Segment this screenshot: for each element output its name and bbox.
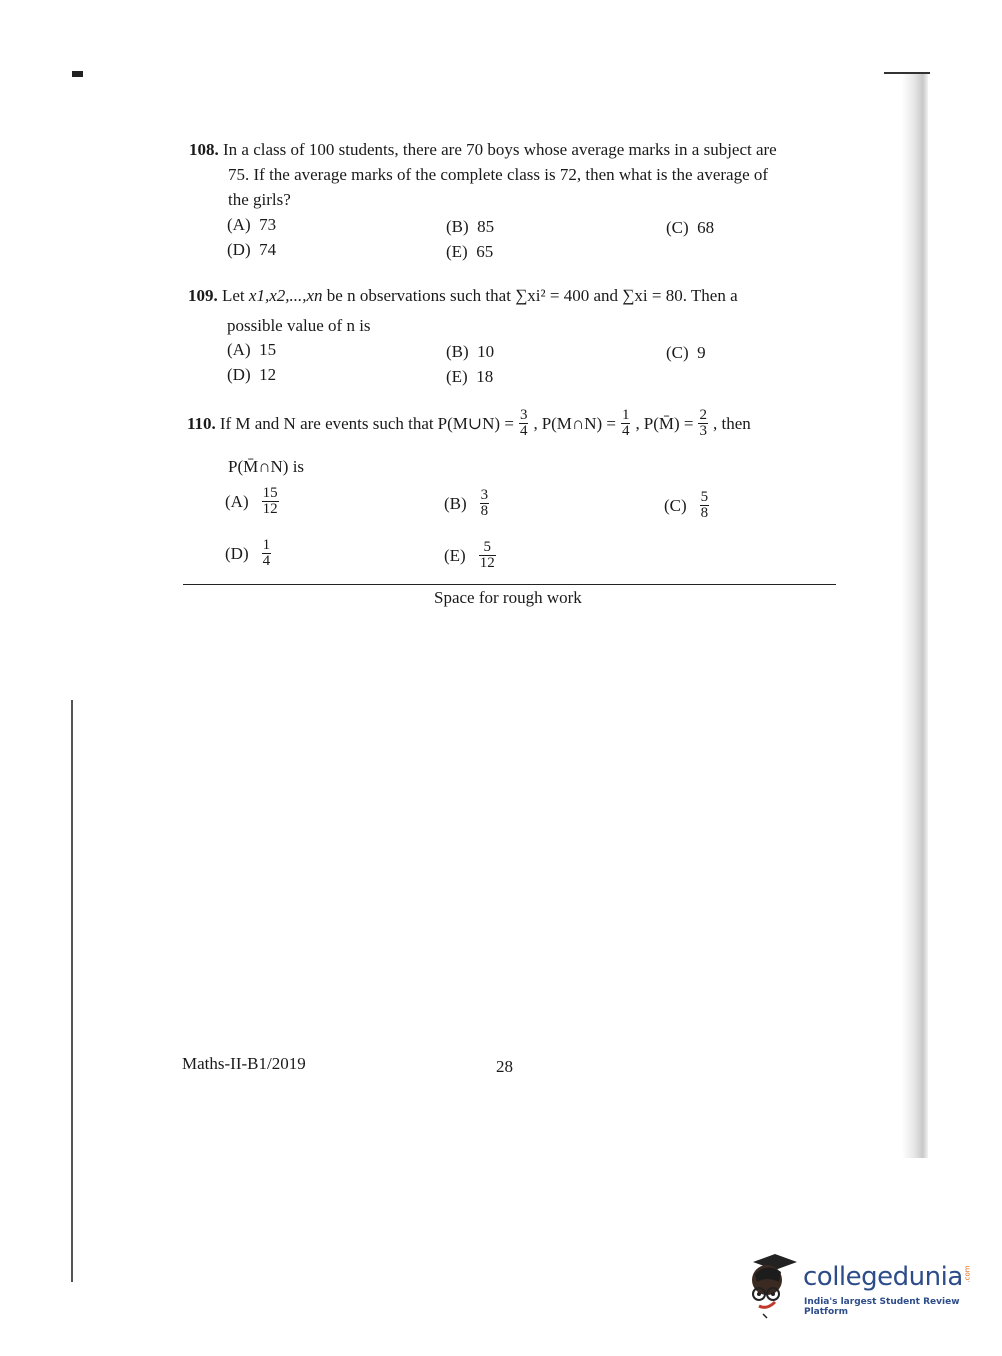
q109-sum-squares: ∑xi² = 400 <box>515 286 590 305</box>
fraction-denominator: 3 <box>699 423 707 439</box>
q109-option-b[interactable] <box>446 342 494 362</box>
q108-option-a[interactable] <box>227 215 276 235</box>
rough-work-label: Space for rough work <box>434 588 582 607</box>
option-value: 18 <box>476 367 494 386</box>
q109-sequence: x1,x2,...,xn <box>248 286 323 305</box>
q110-fraction-2 <box>621 408 631 439</box>
q110-p-union: P(M∪N) = <box>437 413 514 433</box>
collegedunia-logo <box>745 1252 970 1322</box>
option-fraction <box>479 540 496 571</box>
option-label: (C) <box>664 495 687 515</box>
logo-name: collegedunia <box>803 1262 963 1292</box>
q110-number: 110. <box>187 413 216 433</box>
q109-then: Then a <box>690 286 738 305</box>
option-label: (B) <box>446 342 469 361</box>
fraction-numerator: 1 <box>262 537 271 553</box>
option-label: (E) <box>446 242 468 261</box>
fraction-numerator: 3 <box>519 407 528 423</box>
option-value: 10 <box>477 342 495 361</box>
option-fraction <box>480 488 490 519</box>
fraction-denominator: 8 <box>700 505 709 521</box>
fraction-denominator: 4 <box>262 553 271 569</box>
page-number: 28 <box>496 1057 513 1076</box>
q110-fraction-1 <box>519 408 529 439</box>
option-value: 9 <box>697 343 706 362</box>
fraction-denominator: 12 <box>262 501 278 517</box>
option-fraction <box>700 490 710 521</box>
page-edge-shadow <box>902 74 928 1158</box>
q108-number: 108. <box>189 140 219 159</box>
q109-option-a[interactable] <box>227 340 276 360</box>
fraction-denominator: 4 <box>621 423 630 439</box>
q109-sum: ∑xi = 80. <box>622 286 687 305</box>
option-label: (B) <box>444 493 467 513</box>
q109-and: and <box>593 286 619 305</box>
option-label: (A) <box>227 340 251 359</box>
q109-text-2: possible value of n is <box>227 316 371 335</box>
option-value: 12 <box>259 365 277 384</box>
q108-text-2: 75. If the average marks of the complete class is 72, then what is the average of <box>228 165 769 184</box>
option-label: (D) <box>227 240 251 259</box>
option-value: 15 <box>259 340 277 359</box>
q108-line1 <box>189 138 777 162</box>
q110-option-c[interactable] <box>664 490 710 521</box>
q110-text-2: P(M̄∩N) is <box>228 457 305 476</box>
option-label: (C) <box>666 343 689 362</box>
option-value: 74 <box>259 240 277 259</box>
option-fraction <box>262 486 279 517</box>
q110-fraction-3 <box>698 408 708 439</box>
logo-tagline: India's largest Student Review Platform <box>804 1297 960 1317</box>
q109-prefix: Let <box>222 286 245 305</box>
q110-then: , then <box>712 413 751 433</box>
q110-option-b[interactable] <box>444 488 490 519</box>
q110-line1: 110. If M and N are events such that P(M∪N) = $\frac{3}{4}$ , P(M∩N) = $\frac{1}{4}$ , P(M̄) = $\frac{2}{3}$ , then <box>187 407 751 439</box>
option-label: (E) <box>446 367 468 386</box>
option-label: (E) <box>444 545 466 565</box>
fraction-numerator: 15 <box>262 485 278 501</box>
paper-code: Maths-II-B1/2019 <box>182 1054 306 1073</box>
fraction-denominator: 4 <box>519 423 528 439</box>
mascot-icon <box>745 1252 805 1322</box>
option-label: (B) <box>446 217 469 236</box>
q109-mid: be n observations such that <box>326 286 511 305</box>
option-value: 68 <box>697 218 715 237</box>
divider-rule <box>183 584 836 585</box>
corner-mark <box>72 71 83 77</box>
q108-text-3: the girls? <box>228 190 291 209</box>
q108-option-e[interactable] <box>446 242 493 262</box>
fraction-denominator: 12 <box>479 555 495 571</box>
fraction-numerator: 2 <box>699 407 707 423</box>
q108-option-d[interactable] <box>227 240 276 260</box>
q108-text-1: In a class of 100 students, there are 70 boys whose average marks in a subject are <box>223 140 777 159</box>
option-label: (A) <box>225 491 249 511</box>
q110-option-e[interactable] <box>444 540 497 571</box>
q110-lead: If M and N are events such that <box>219 413 434 433</box>
option-label: (D) <box>227 365 251 384</box>
logo-suffix: .com <box>963 1265 972 1283</box>
q109-line1 <box>188 284 738 308</box>
q108-option-c[interactable] <box>666 218 714 238</box>
q110-p-mbar: P(M̄) = <box>643 413 694 433</box>
fraction-numerator: 5 <box>483 539 491 555</box>
fraction-numerator: 1 <box>621 407 630 423</box>
q109-option-c[interactable] <box>666 343 706 363</box>
q108-option-b[interactable] <box>446 217 494 237</box>
option-label: (C) <box>666 218 689 237</box>
fraction-denominator: 8 <box>480 503 489 519</box>
option-fraction <box>262 538 272 569</box>
q110-option-d[interactable] <box>225 538 272 569</box>
q109-option-e[interactable] <box>446 367 493 387</box>
fraction-numerator: 3 <box>480 487 489 503</box>
page-edge-left <box>71 700 73 1282</box>
option-value: 65 <box>476 242 494 261</box>
option-label: (A) <box>227 215 251 234</box>
q109-number: 109. <box>188 286 218 305</box>
q110-p-intersection: P(M∩N) = <box>541 413 616 433</box>
option-value: 73 <box>259 215 277 234</box>
q109-option-d[interactable] <box>227 365 276 385</box>
fraction-numerator: 5 <box>700 489 709 505</box>
q110-option-a[interactable] <box>225 486 280 517</box>
option-value: 85 <box>477 217 495 236</box>
option-label: (D) <box>225 543 249 563</box>
